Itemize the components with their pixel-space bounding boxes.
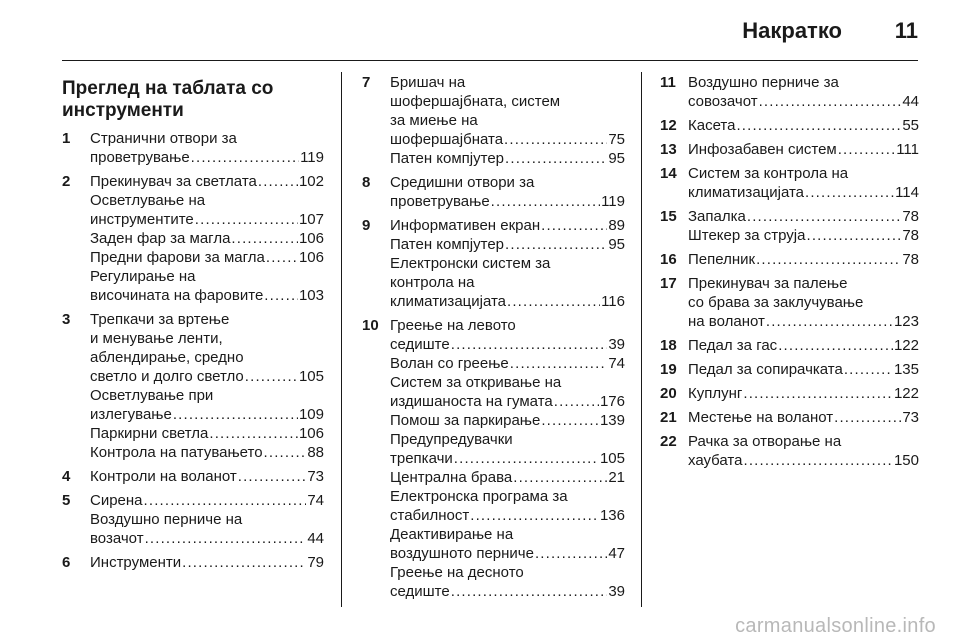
page-title: Накратко xyxy=(742,18,842,43)
entry-text: Педал за гас xyxy=(688,337,778,354)
toc-entry xyxy=(660,384,919,403)
entry-number: 16 xyxy=(660,251,677,268)
toc-entry xyxy=(660,207,919,245)
entry-text: издишаноста на гумата xyxy=(390,393,553,410)
entry-text: Деактивирање на xyxy=(390,526,514,543)
toc-entry xyxy=(362,73,625,168)
entry-page-link[interactable]: 106 xyxy=(298,425,324,442)
toc-entry xyxy=(62,467,324,486)
entry-line xyxy=(390,111,625,130)
entry-lines xyxy=(90,553,324,572)
entry-page-link[interactable]: 122 xyxy=(893,385,919,402)
dot-leader xyxy=(504,130,607,149)
entry-line xyxy=(688,140,919,159)
entry-page-link[interactable]: 114 xyxy=(895,184,919,201)
dot-leader xyxy=(231,229,298,248)
column-divider xyxy=(341,72,342,607)
entry-lines xyxy=(688,384,919,403)
dot-leader xyxy=(541,216,607,235)
entry-text: Греење на левото xyxy=(390,317,516,334)
entry-number: 10 xyxy=(362,317,379,334)
entry-line xyxy=(390,582,625,601)
entry-text: Волан со греење xyxy=(390,355,509,372)
entry-text: за миење на xyxy=(390,112,478,129)
toc-entry xyxy=(362,216,625,311)
dot-leader xyxy=(470,506,599,525)
entry-number: 17 xyxy=(660,275,677,292)
entry-text: Рачка за отворање на xyxy=(688,433,842,450)
dot-leader xyxy=(759,92,902,111)
entry-text: Педал за сопирачката xyxy=(688,361,843,378)
entry-line xyxy=(90,329,324,348)
entry-text: Куплунг xyxy=(688,385,743,402)
entry-lines xyxy=(688,408,919,427)
entry-text: аблендирање, средно xyxy=(90,349,244,366)
entry-text: светло и долго светло xyxy=(90,368,244,385)
entry-page-link[interactable]: 39 xyxy=(608,583,625,600)
dot-leader xyxy=(209,424,298,443)
watermark: carmanualsonline.info xyxy=(735,615,936,637)
entry-lines xyxy=(90,172,324,305)
entry-line xyxy=(390,468,625,487)
entry-line xyxy=(390,506,625,525)
section-title: Преглед на таблата со инструменти xyxy=(62,78,274,121)
entry-number: 20 xyxy=(660,385,677,402)
entry-lines xyxy=(688,73,919,111)
dot-leader xyxy=(191,148,299,167)
entry-line xyxy=(688,73,919,92)
entry-line xyxy=(390,449,625,468)
entry-text: стабилност xyxy=(390,507,470,524)
entry-page-link[interactable]: 105 xyxy=(599,450,625,467)
entry-lines xyxy=(90,491,324,548)
entry-line xyxy=(90,386,324,405)
entry-text: Местење на воланот xyxy=(688,409,834,426)
entry-page-link[interactable]: 116 xyxy=(601,293,625,310)
entry-page-link[interactable]: 74 xyxy=(307,492,324,509)
dot-leader xyxy=(806,226,901,245)
entry-text: Пепелник xyxy=(688,251,756,268)
toc-column-1 xyxy=(62,73,324,577)
dot-leader xyxy=(145,529,307,548)
dot-leader xyxy=(541,411,599,430)
dot-leader xyxy=(844,360,893,379)
entry-text: Воздушно перниче на xyxy=(90,511,243,528)
dot-leader xyxy=(173,405,298,424)
dot-leader xyxy=(454,449,599,468)
entry-line xyxy=(90,172,324,191)
entry-line xyxy=(90,248,324,267)
toc-entry xyxy=(660,408,919,427)
toc-entry xyxy=(362,316,625,601)
entry-number: 22 xyxy=(660,433,677,450)
entry-text: седиште xyxy=(390,583,450,600)
dot-leader xyxy=(505,235,607,254)
entry-line xyxy=(390,235,625,254)
entry-line xyxy=(688,360,919,379)
entry-lines xyxy=(390,216,625,311)
entry-line xyxy=(90,491,324,510)
toc-column-2 xyxy=(362,73,625,606)
dot-leader xyxy=(743,451,892,470)
entry-text: инструментите xyxy=(90,211,194,228)
dot-leader xyxy=(451,582,608,601)
entry-line xyxy=(688,336,919,355)
entry-lines xyxy=(688,140,919,159)
entry-text: Предупредувачки xyxy=(390,431,513,448)
entry-line xyxy=(90,443,324,462)
entry-line xyxy=(90,229,324,248)
entry-number: 21 xyxy=(660,409,677,426)
entry-line xyxy=(90,467,324,486)
entry-line xyxy=(390,192,625,211)
entry-page-link[interactable]: 88 xyxy=(307,444,324,461)
entry-line xyxy=(390,335,625,354)
entry-lines xyxy=(390,173,625,211)
entry-page-link[interactable]: 75 xyxy=(608,131,625,148)
entry-text: совозачот xyxy=(688,93,758,110)
entry-line xyxy=(688,207,919,226)
entry-page-link[interactable]: 55 xyxy=(902,117,919,134)
entry-text: Паркирни светла xyxy=(90,425,209,442)
entry-number: 9 xyxy=(362,217,371,234)
entry-page-link[interactable]: 95 xyxy=(608,236,625,253)
toc-entry xyxy=(62,491,324,548)
page-number: 11 xyxy=(894,18,918,43)
entry-number: 13 xyxy=(660,141,677,158)
entry-line xyxy=(90,348,324,367)
entry-lines xyxy=(688,164,919,202)
entry-text: Греење на десното xyxy=(390,564,524,581)
entry-line xyxy=(688,312,919,331)
entry-text: Инфозабавен систем xyxy=(688,141,837,158)
entry-text: Електронски систем за xyxy=(390,255,551,272)
toc-entry xyxy=(660,250,919,269)
dot-leader xyxy=(258,172,298,191)
dot-leader xyxy=(766,312,893,331)
entry-lines xyxy=(90,467,324,486)
entry-page-link[interactable]: 102 xyxy=(298,173,324,190)
entry-line xyxy=(90,191,324,210)
entry-line xyxy=(90,210,324,229)
dot-leader xyxy=(491,192,600,211)
entry-page-link[interactable]: 78 xyxy=(902,208,919,225)
entry-line xyxy=(390,273,625,292)
toc-entry xyxy=(660,360,919,379)
entry-line xyxy=(90,510,324,529)
entry-text: Централна брава xyxy=(390,469,513,486)
entry-line xyxy=(390,411,625,430)
entry-text: Инструменти xyxy=(90,554,182,571)
dot-leader xyxy=(510,354,608,373)
entry-line xyxy=(90,553,324,572)
toc-entry xyxy=(660,432,919,470)
entry-page-link[interactable]: 89 xyxy=(608,217,625,234)
dot-leader xyxy=(554,392,599,411)
entry-text: Патен компјутер xyxy=(390,236,505,253)
entry-text: седиште xyxy=(390,336,450,353)
entry-line xyxy=(390,173,625,192)
entry-page-link[interactable]: 139 xyxy=(599,412,625,429)
entry-number: 14 xyxy=(660,165,677,182)
toc-entry xyxy=(362,173,625,211)
entry-lines xyxy=(688,432,919,470)
entry-page-link[interactable]: 119 xyxy=(601,193,625,210)
entry-line xyxy=(688,226,919,245)
entry-text: Странични отвори за xyxy=(90,130,237,147)
entry-line xyxy=(390,563,625,582)
entry-page-link[interactable]: 109 xyxy=(298,406,324,423)
entry-page-link[interactable]: 105 xyxy=(298,368,324,385)
entry-text: Прекинувач за светлата xyxy=(90,173,257,190)
entry-page-link[interactable]: 78 xyxy=(902,251,919,268)
entry-line xyxy=(390,130,625,149)
entry-line xyxy=(90,148,324,167)
entry-text: воздушното перниче xyxy=(390,545,534,562)
dot-leader xyxy=(505,149,607,168)
entry-number: 3 xyxy=(62,311,71,328)
entry-text: трепкачи xyxy=(390,450,453,467)
entry-text: Регулирање на xyxy=(90,268,196,285)
entry-line xyxy=(90,529,324,548)
entry-line xyxy=(390,316,625,335)
entry-text: Систем за откривање на xyxy=(390,374,562,391)
entry-text: контрола на xyxy=(390,274,475,291)
entry-page-link[interactable]: 74 xyxy=(608,355,625,372)
entry-text: Воздушно перниче за xyxy=(688,74,839,91)
toc-entry xyxy=(660,164,919,202)
entry-number: 19 xyxy=(660,361,677,378)
dot-leader xyxy=(743,384,893,403)
entry-page-link[interactable]: 39 xyxy=(608,336,625,353)
dot-leader xyxy=(264,443,307,462)
entry-text: Бришач на xyxy=(390,74,466,91)
entry-text: Сирена xyxy=(90,492,143,509)
entry-lines xyxy=(390,316,625,601)
entry-text: шофершајбната xyxy=(390,131,504,148)
entry-line xyxy=(688,293,919,312)
entry-line xyxy=(688,116,919,135)
entry-number: 2 xyxy=(62,173,71,190)
entry-line xyxy=(90,129,324,148)
entry-lines xyxy=(90,310,324,462)
dot-leader xyxy=(451,335,608,354)
entry-text: Штекер за струја xyxy=(688,227,806,244)
entry-text: Електронска програма за xyxy=(390,488,568,505)
entry-text: проветрување xyxy=(90,149,190,166)
entry-line xyxy=(688,432,919,451)
entry-lines xyxy=(390,73,625,168)
entry-number: 12 xyxy=(660,117,677,134)
entry-line xyxy=(390,373,625,392)
entry-page-link[interactable]: 44 xyxy=(902,93,919,110)
entry-page-link[interactable]: 21 xyxy=(608,469,625,486)
toc-entry xyxy=(62,172,324,305)
entry-text: Касета xyxy=(688,117,736,134)
entry-line xyxy=(688,384,919,403)
entry-line xyxy=(390,525,625,544)
entry-page-link[interactable]: 47 xyxy=(608,545,625,562)
entry-number: 6 xyxy=(62,554,71,571)
entry-text: излегување xyxy=(90,406,172,423)
entry-lines xyxy=(688,360,919,379)
entry-lines xyxy=(90,129,324,167)
entry-text: височината на фаровите xyxy=(90,287,264,304)
dot-leader xyxy=(507,292,600,311)
entry-text: со брава за заклучување xyxy=(688,294,864,311)
entry-lines xyxy=(688,250,919,269)
dot-leader xyxy=(195,210,298,229)
entry-page-link[interactable]: 119 xyxy=(300,149,324,166)
entry-line xyxy=(90,286,324,305)
entry-page-link[interactable]: 176 xyxy=(599,393,625,410)
entry-line xyxy=(390,292,625,311)
entry-page-link[interactable]: 79 xyxy=(307,554,324,571)
entry-page-link[interactable]: 150 xyxy=(893,452,919,469)
dot-leader xyxy=(264,286,298,305)
toc-entry xyxy=(660,73,919,111)
entry-text: Патен компјутер xyxy=(390,150,505,167)
entry-lines xyxy=(688,207,919,245)
toc-column-3 xyxy=(660,73,919,475)
entry-page-link[interactable]: 44 xyxy=(307,530,324,547)
header-rule xyxy=(62,60,918,61)
entry-text: проветрување xyxy=(390,193,490,210)
dot-leader xyxy=(778,336,893,355)
entry-lines xyxy=(688,116,919,135)
entry-text: Помош за паркирање xyxy=(390,412,541,429)
dot-leader xyxy=(245,367,298,386)
entry-line xyxy=(90,310,324,329)
entry-text: Трепкачи за вртење xyxy=(90,311,230,328)
entry-text: на воланот xyxy=(688,313,765,330)
entry-page-link[interactable]: 106 xyxy=(298,230,324,247)
entry-line xyxy=(688,92,919,111)
entry-text: Предни фарови за магла xyxy=(90,249,265,266)
entry-line xyxy=(390,430,625,449)
entry-number: 15 xyxy=(660,208,677,225)
entry-line xyxy=(390,73,625,92)
entry-line xyxy=(688,451,919,470)
entry-page-link[interactable]: 136 xyxy=(599,507,625,524)
entry-text: Средишни отвори за xyxy=(390,174,535,191)
entry-line xyxy=(90,405,324,424)
entry-text: Контрола на патувањето xyxy=(90,444,263,461)
dot-leader xyxy=(736,116,901,135)
entry-line xyxy=(390,544,625,563)
dot-leader xyxy=(756,250,901,269)
entry-number: 11 xyxy=(660,74,676,91)
dot-leader xyxy=(238,467,307,486)
entry-text: шофершајбната, систем xyxy=(390,93,561,110)
dot-leader xyxy=(182,553,306,572)
entry-text: климатизацијата xyxy=(390,293,507,310)
dot-leader xyxy=(834,408,901,427)
entry-page-link[interactable]: 73 xyxy=(307,468,324,485)
entry-page-link[interactable]: 95 xyxy=(608,150,625,167)
entry-line xyxy=(390,92,625,111)
entry-page-link[interactable]: 78 xyxy=(902,227,919,244)
dot-leader xyxy=(144,491,307,510)
entry-line xyxy=(390,216,625,235)
entry-number: 5 xyxy=(62,492,71,509)
toc-entry xyxy=(660,116,919,135)
dot-leader xyxy=(805,183,894,202)
entry-line xyxy=(90,424,324,443)
entry-number: 7 xyxy=(362,74,371,91)
entry-text: Заден фар за магла xyxy=(90,230,231,247)
entry-line xyxy=(688,408,919,427)
dot-leader xyxy=(513,468,607,487)
entry-page-link[interactable]: 103 xyxy=(298,287,324,304)
entry-number: 18 xyxy=(660,337,677,354)
entry-text: Прекинувач за палење xyxy=(688,275,848,292)
entry-line xyxy=(390,392,625,411)
entry-page-link[interactable]: 73 xyxy=(902,409,919,426)
entry-line xyxy=(688,250,919,269)
entry-text: Систем за контрола на xyxy=(688,165,849,182)
entry-page-link[interactable]: 111 xyxy=(896,141,919,158)
entry-line xyxy=(390,354,625,373)
toc-entry xyxy=(660,140,919,159)
entry-page-link[interactable]: 122 xyxy=(893,337,919,354)
entry-page-link[interactable]: 123 xyxy=(893,313,919,330)
entry-text: хаубата xyxy=(688,452,743,469)
entry-text: Контроли на воланот xyxy=(90,468,237,485)
entry-text: возачот xyxy=(90,530,144,547)
toc-entry xyxy=(660,336,919,355)
entry-line xyxy=(688,274,919,293)
toc-entry xyxy=(62,129,324,167)
entry-lines xyxy=(688,274,919,331)
toc-entry xyxy=(62,553,324,572)
entry-line xyxy=(390,487,625,506)
entry-line xyxy=(90,267,324,286)
page-header xyxy=(0,0,960,62)
dot-leader xyxy=(838,140,895,159)
entry-lines xyxy=(688,336,919,355)
entry-text: Информативен екран xyxy=(390,217,541,234)
entry-text: Осветлување на xyxy=(90,192,206,209)
entry-number: 8 xyxy=(362,174,371,191)
entry-line xyxy=(390,254,625,273)
entry-line xyxy=(90,367,324,386)
toc-entry xyxy=(660,274,919,331)
dot-leader xyxy=(535,544,607,563)
entry-line xyxy=(390,149,625,168)
entry-number: 4 xyxy=(62,468,71,485)
entry-text: Осветлување при xyxy=(90,387,214,404)
entry-line xyxy=(688,164,919,183)
entry-number: 1 xyxy=(62,130,71,147)
entry-page-link[interactable]: 106 xyxy=(298,249,324,266)
dot-leader xyxy=(747,207,901,226)
entry-text: Запалка xyxy=(688,208,746,225)
entry-line xyxy=(688,183,919,202)
toc-entry xyxy=(62,310,324,462)
entry-text: климатизацијата xyxy=(688,184,805,201)
entry-page-link[interactable]: 135 xyxy=(893,361,919,378)
dot-leader xyxy=(266,248,298,267)
entry-text: и менување ленти, xyxy=(90,330,223,347)
column-divider xyxy=(641,72,642,607)
entry-page-link[interactable]: 107 xyxy=(298,211,324,228)
